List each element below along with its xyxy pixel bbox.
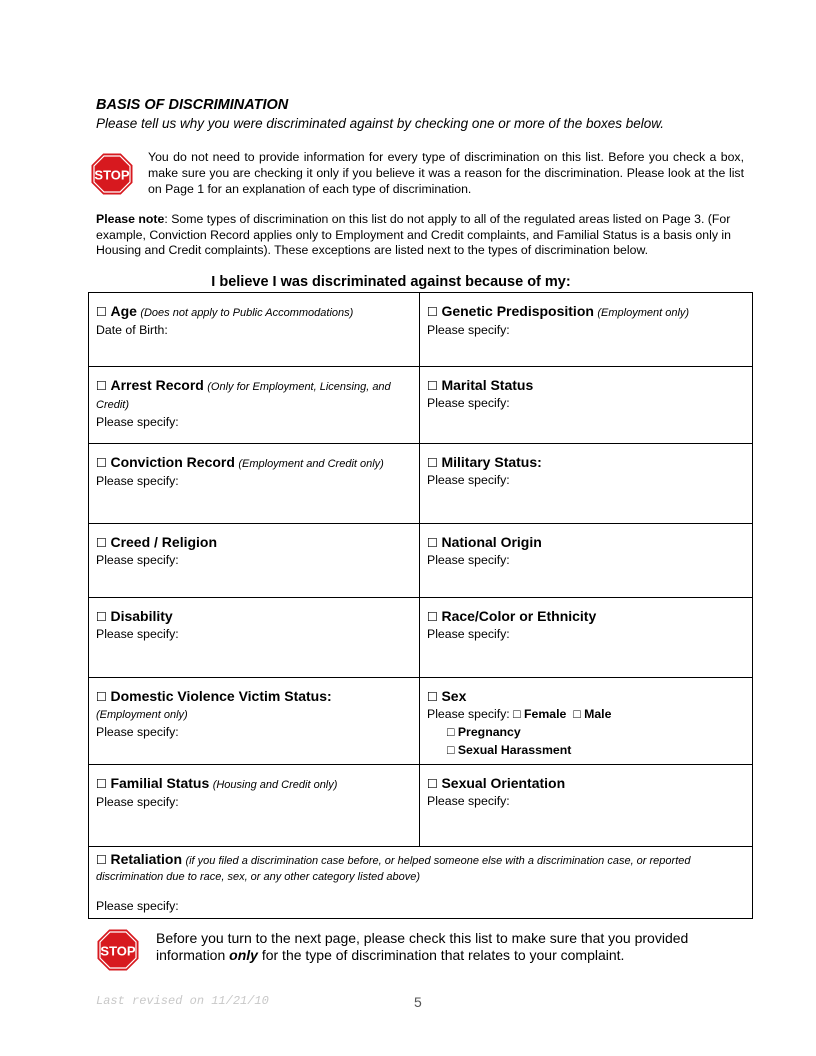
retaliation-cell (89, 847, 753, 919)
closing-paragraph (156, 930, 746, 964)
intro-paragraph: You do not need to provide information for every type of discrimination on this list. Before you check a box, make sure you are checking it only if you believe it was a reason for the discrimination. Please look at the list on Page 1 for an explanation of each type of discrimination. (148, 150, 744, 196)
sex-cell (420, 678, 753, 765)
national-title: National Origin (441, 534, 542, 550)
harassment-checkbox[interactable]: □ (447, 743, 455, 757)
sex-checkbox[interactable]: ☐ (427, 690, 439, 704)
domestic-checkbox[interactable]: ☐ (96, 690, 108, 704)
harassment-option (427, 741, 745, 759)
marital-specify-label: Please specify: (427, 396, 510, 410)
arrest-title: Arrest Record (110, 377, 204, 393)
orientation-title: Sexual Orientation (441, 775, 566, 791)
genetic-title: Genetic Predisposition (441, 303, 594, 319)
domestic-qualifier: (Employment only) (96, 709, 188, 721)
race-cell (420, 598, 753, 678)
note-text: : Some types of discrimination on this list do not apply to all of the regulated areas listed on Page 3. (For example, Conviction Record applies only to Employment and Credit complaints, and Familial Status is a basis only in Housing and Credit complaints). These exceptions are listed next to the types of discrimination below. (96, 212, 731, 257)
female-checkbox[interactable]: □ (513, 707, 521, 721)
note-paragraph (96, 212, 742, 259)
military-title: Military Status: (441, 454, 542, 470)
section-heading: BASIS OF DISCRIMINATION (96, 97, 289, 113)
creed-cell (89, 524, 420, 598)
familial-qualifier: (Housing and Credit only) (212, 779, 338, 791)
stop-sign-icon (90, 152, 134, 196)
page-number: 5 (414, 994, 422, 1010)
familial-specify-label: Please specify: (96, 795, 179, 809)
male-checkbox[interactable]: □ (573, 707, 581, 721)
age-title: Age (110, 303, 137, 319)
national-cell (420, 524, 753, 598)
creed-specify-label: Please specify: (96, 553, 179, 567)
male-label: Male (584, 707, 612, 721)
female-label: Female (524, 707, 567, 721)
marital-cell (420, 367, 753, 444)
section-subheading: Please tell us why you were discriminated against by checking one or more of the boxes below. (96, 116, 665, 131)
familial-checkbox[interactable]: ☐ (96, 777, 108, 791)
military-checkbox[interactable]: ☐ (427, 456, 439, 470)
race-title: Race/Color or Ethnicity (441, 608, 597, 624)
conviction-title: Conviction Record (110, 454, 235, 470)
creed-title: Creed / Religion (110, 534, 218, 550)
sex-title: Sex (441, 688, 467, 704)
conviction-specify-label: Please specify: (96, 474, 179, 488)
closing-after: for the type of discrimination that relates to your complaint. (257, 947, 625, 963)
retaliation-checkbox[interactable]: ☐ (96, 853, 108, 867)
orientation-checkbox[interactable]: ☐ (427, 777, 439, 791)
arrest-checkbox[interactable]: ☐ (96, 379, 108, 393)
conviction-cell (89, 444, 420, 524)
genetic-cell (420, 293, 753, 367)
closing-emphasis: only (229, 947, 258, 963)
arrest-cell (89, 367, 420, 444)
conviction-qualifier: (Employment and Credit only) (238, 458, 384, 470)
military-specify-label: Please specify: (427, 473, 510, 487)
stop-sign-icon (96, 928, 140, 972)
creed-checkbox[interactable]: ☐ (96, 536, 108, 550)
pregnancy-label: Pregnancy (457, 725, 521, 739)
age-qualifier: (Does not apply to Public Accommodations) (140, 307, 354, 319)
revision-date: Last revised on 11/21/10 (96, 994, 269, 1008)
age-specify-label: Date of Birth: (96, 323, 168, 337)
pregnancy-option (427, 723, 745, 741)
retaliation-specify-label: Please specify: (96, 899, 179, 913)
orientation-specify-label: Please specify: (427, 794, 510, 808)
race-checkbox[interactable]: ☐ (427, 610, 439, 624)
familial-cell (89, 765, 420, 847)
genetic-qualifier: (Employment only) (597, 307, 690, 319)
military-cell (420, 444, 753, 524)
sex-specify-label: Please specify: (427, 707, 510, 721)
note-label: Please note (96, 212, 165, 226)
orientation-cell (420, 765, 753, 847)
pregnancy-checkbox[interactable]: □ (447, 725, 455, 739)
believe-heading: I believe I was discriminated against because of my: (211, 274, 571, 290)
disability-cell (89, 598, 420, 678)
stop-sign-text: STOP (100, 943, 136, 959)
genetic-checkbox[interactable]: ☐ (427, 305, 439, 319)
domestic-title: Domestic Violence Victim Status: (110, 688, 332, 704)
genetic-specify-label: Please specify: (427, 323, 510, 337)
arrest-specify-label: Please specify: (96, 415, 179, 429)
national-specify-label: Please specify: (427, 553, 510, 567)
familial-title: Familial Status (110, 775, 210, 791)
marital-checkbox[interactable]: ☐ (427, 379, 439, 393)
discrimination-basis-table (88, 292, 753, 919)
stop-sign-text: STOP (94, 167, 130, 183)
retaliation-qualifier: (if you filed a discrimination case before, or helped someone else with a discrimination case, or reported discrimination due to race, sex, or any other category listed above) (96, 855, 691, 883)
marital-title: Marital Status (441, 377, 534, 393)
age-cell (89, 293, 420, 367)
domestic-cell (89, 678, 420, 765)
disability-specify-label: Please specify: (96, 627, 179, 641)
conviction-checkbox[interactable]: ☐ (96, 456, 108, 470)
retaliation-title: Retaliation (110, 851, 183, 867)
domestic-specify-label: Please specify: (96, 725, 179, 739)
national-checkbox[interactable]: ☐ (427, 536, 439, 550)
age-checkbox[interactable]: ☐ (96, 305, 108, 319)
disability-checkbox[interactable]: ☐ (96, 610, 108, 624)
arrest-qualifier: (Only for Employment, Licensing, and Credit) (96, 381, 391, 411)
closing-before: Before you turn to the next page, please check this list to make sure that you provided information (156, 930, 689, 963)
disability-title: Disability (110, 608, 173, 624)
harassment-label: Sexual Harassment (457, 743, 572, 757)
race-specify-label: Please specify: (427, 627, 510, 641)
